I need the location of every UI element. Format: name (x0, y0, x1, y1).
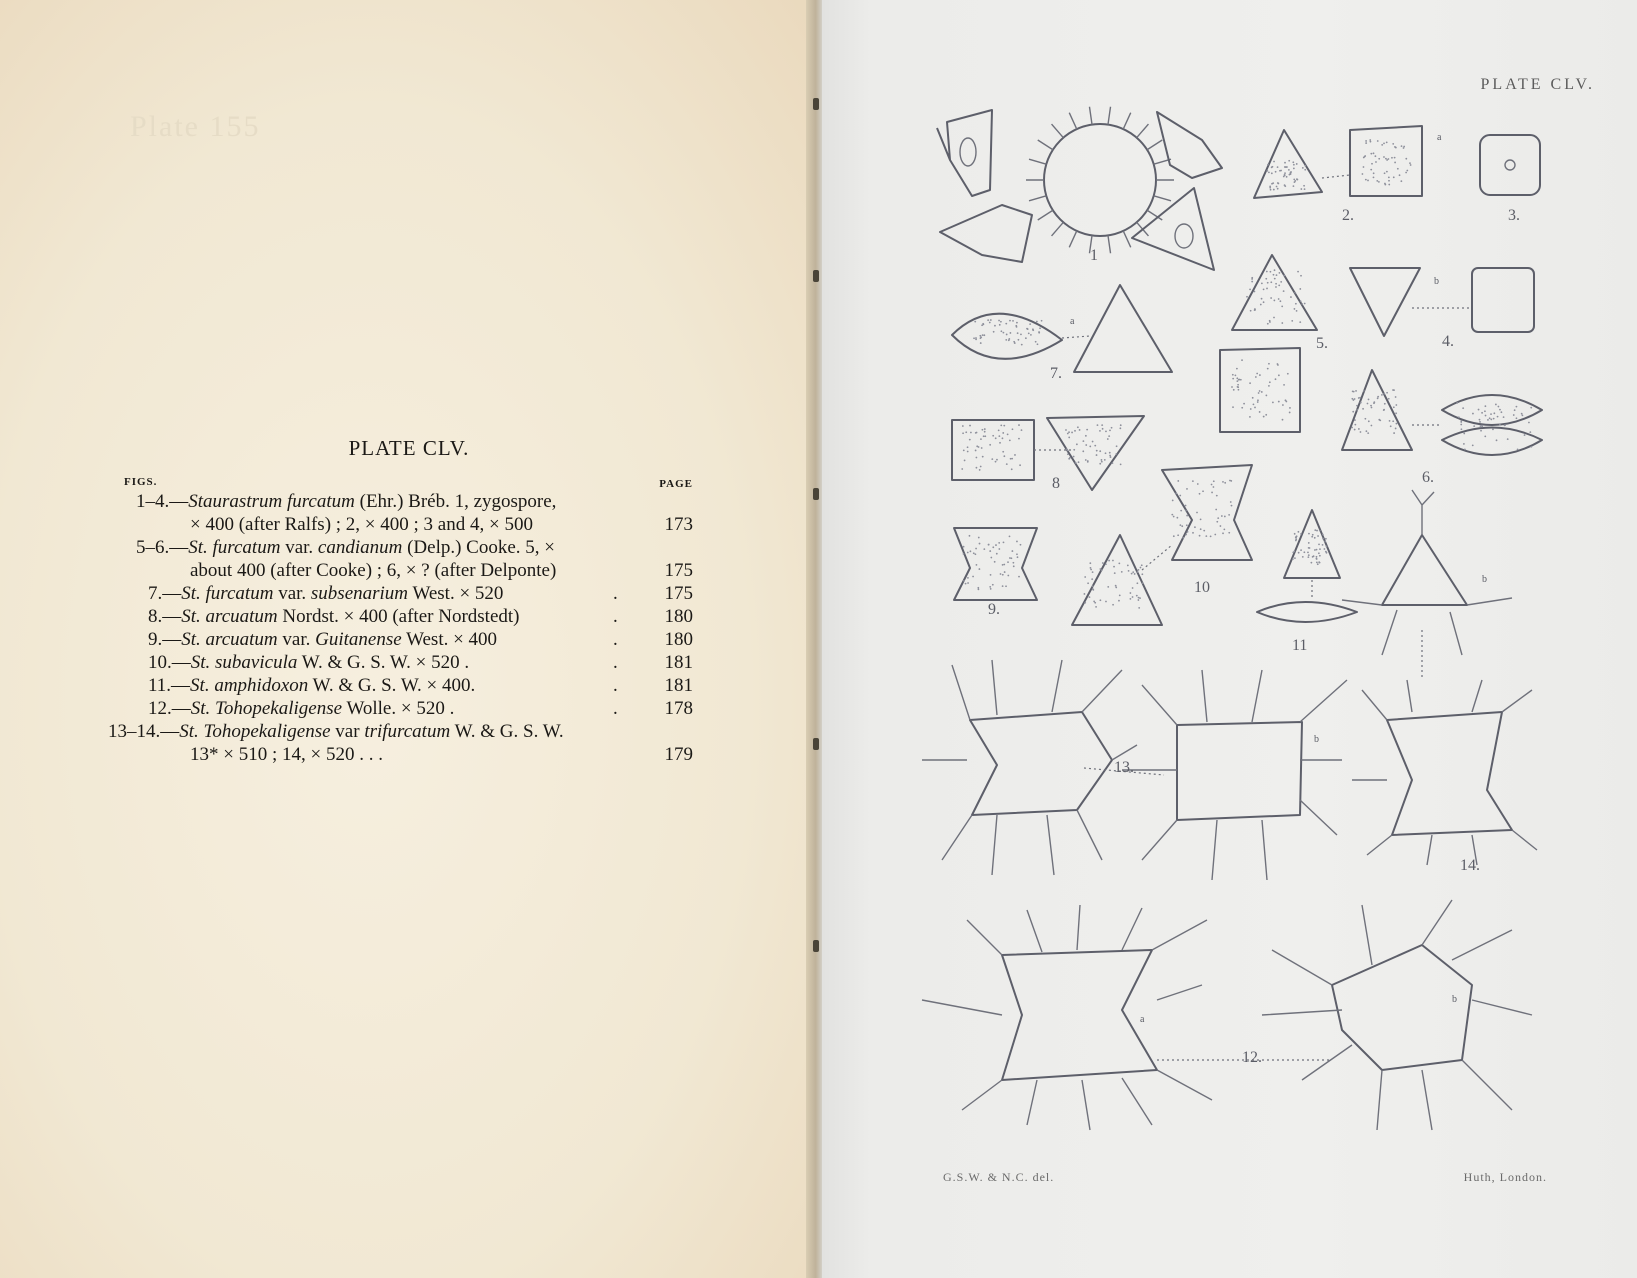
legend-segment: 10.— (148, 652, 191, 673)
taxon-name: St. arcuatum (181, 606, 278, 627)
figure-letter: a (1140, 1014, 1145, 1025)
stippling (961, 139, 1532, 609)
page-number: 179 (664, 744, 693, 765)
taxon-name: St. arcuatum (181, 629, 278, 650)
page-number: 181 (664, 675, 693, 696)
taxon-name: subsenarium (310, 583, 409, 604)
page-number: 178 (664, 698, 693, 719)
figure-letter: a (1437, 132, 1442, 143)
leader-dot: . (613, 583, 618, 604)
binding-stitch (813, 488, 819, 500)
show-through-text: Plate 155 (130, 110, 261, 143)
legend-entry (108, 536, 693, 582)
figure-number: 12. (1242, 1049, 1262, 1066)
binding-stitch (813, 738, 819, 750)
figure-number: 8 (1052, 475, 1060, 492)
figure-letter: b (1434, 276, 1439, 287)
legend-line (108, 674, 693, 697)
page-number: 181 (664, 652, 693, 673)
taxon-name: St. Tohopekaligense (190, 698, 343, 719)
figure-number: 10 (1194, 579, 1210, 596)
legend-entry (108, 628, 693, 651)
legend-text (148, 697, 454, 720)
taxon-name: St. subavicula (190, 652, 298, 673)
figure-number: 2. (1342, 207, 1354, 224)
legend-segment: 11.— (148, 675, 191, 696)
legend-text (148, 582, 503, 605)
figure-number: 7. (1050, 365, 1062, 382)
taxon-name: St. furcatum (181, 583, 274, 604)
right-page (822, 0, 1637, 1278)
figure-3-drawings (1480, 135, 1540, 224)
legend-segment: about 400 (after Cooke) ; 6, × ? (after Delponte) (190, 560, 557, 581)
page-number: 173 (664, 514, 693, 535)
taxon-name: St. amphidoxon (190, 675, 309, 696)
leader-dot: . (613, 652, 618, 673)
figure-4-drawings (1350, 268, 1534, 350)
page-number: 175 (664, 583, 693, 604)
legend-segment: West. × 520 (408, 583, 504, 604)
figure-number: 6. (1422, 469, 1434, 486)
legend-text (190, 559, 556, 582)
figure-10-drawings (1072, 465, 1252, 625)
figure-number: 5. (1316, 335, 1328, 352)
legend-line (108, 651, 693, 674)
legend-text (148, 605, 519, 628)
legend-line (108, 605, 693, 628)
taxon-name: St. furcatum (188, 537, 281, 558)
legend-line (108, 490, 693, 513)
figure-7-drawings (952, 285, 1172, 382)
binding-stitch (813, 940, 819, 952)
figure-number: 9. (988, 601, 1000, 618)
page-number: 180 (664, 629, 693, 650)
legend-segment: var. (277, 629, 316, 650)
figure-11-drawings (1257, 510, 1357, 654)
plate-title: PLATE CLV. (348, 436, 470, 460)
figure-9-drawings (954, 528, 1037, 618)
leader-dot: . (613, 698, 618, 719)
legend-segment: 13–14.— (108, 721, 180, 742)
figure-14-lower-drawing (1352, 680, 1537, 874)
figure-1-drawings (937, 107, 1222, 270)
figure-number: 13. (1114, 759, 1134, 776)
legend-segment: (Ehr.) Bréb. 1, zygospore, (354, 491, 557, 512)
legend-segment: W. & G. S. W. × 400. (308, 675, 476, 696)
figure-5-drawings (1220, 255, 1328, 432)
figure-letter: b (1482, 574, 1487, 585)
legend-line (108, 536, 693, 559)
legend-segment: Wolle. × 520 . (342, 698, 455, 719)
legend-line (108, 582, 693, 605)
legend-entry (108, 582, 693, 605)
plate-legend (108, 476, 693, 766)
legend-segment: West. × 400 (401, 629, 498, 650)
legend-segment: 1–4.— (136, 491, 189, 512)
legend-segment: 12.— (148, 698, 191, 719)
legend-text (190, 513, 533, 536)
legend-text (148, 651, 469, 674)
legend-text (190, 743, 383, 766)
legend-entry (108, 651, 693, 674)
figure-number: 11 (1292, 637, 1308, 654)
plate-heading: PLATE CLV. (1480, 76, 1595, 93)
taxon-name: candianum (317, 537, 403, 558)
printer-credit: Huth, London. (1463, 1170, 1547, 1184)
legend-header (108, 476, 693, 490)
page-heading: PAGE (659, 478, 693, 490)
figure-number: 1 (1090, 247, 1098, 264)
figure-number: 4. (1442, 333, 1454, 350)
legend-segment: W. & G. S. W. × 520 . (297, 652, 470, 673)
legend-entry (108, 490, 693, 536)
legend-segment: 7.— (148, 583, 182, 604)
taxon-name: Guitanense (315, 629, 402, 650)
legend-text (136, 490, 556, 513)
figs-heading: FIGS. (124, 476, 158, 488)
legend-segment: 8.— (148, 606, 182, 627)
leader-dot: . (613, 606, 618, 627)
leader-dot: . (613, 629, 618, 650)
legend-line (108, 720, 693, 743)
binding-stitch (813, 98, 819, 110)
plate-illustration (822, 0, 1637, 1278)
taxon-name: Staurastrum furcatum (188, 491, 355, 512)
figure-number: 3. (1508, 207, 1520, 224)
figure-letter: b (1314, 734, 1319, 745)
legend-segment: W. & G. S. W. (450, 721, 564, 742)
figure-14-upper-drawing (1342, 490, 1512, 680)
leader-dot: . (613, 675, 618, 696)
legend-segment: Nordst. × 400 (after Nordstedt) (277, 606, 520, 627)
legend-segment: 5–6.— (136, 537, 189, 558)
legend-text (148, 674, 475, 697)
figure-2-drawings (1254, 126, 1422, 224)
legend-entry (108, 697, 693, 720)
taxon-name: trifurcatum (364, 721, 451, 742)
legend-line (108, 628, 693, 651)
legend-line (108, 697, 693, 720)
legend-segment: 9.— (148, 629, 182, 650)
legend-line (108, 743, 693, 766)
legend-segment: var (330, 721, 365, 742)
binding-stitch (813, 270, 819, 282)
legend-line (108, 559, 693, 582)
figure-letter: a (1070, 316, 1075, 327)
legend-entry (108, 605, 693, 628)
left-page (0, 0, 818, 1278)
legend-line (108, 513, 693, 536)
legend-segment: × 400 (after Ralfs) ; 2, × 400 ; 3 and 4, × 500 (190, 514, 533, 535)
page-number: 180 (664, 606, 693, 627)
legend-segment: var. (273, 583, 311, 604)
figure-letter: b (1452, 994, 1457, 1005)
figure-12-drawings (922, 900, 1532, 1130)
figure-6-drawings (1342, 370, 1542, 486)
figure-13-drawings (922, 660, 1347, 880)
legend-entry (108, 674, 693, 697)
taxon-name: St. Tohopekaligense (179, 721, 331, 742)
legend-text (148, 628, 497, 651)
legend-text (108, 720, 564, 743)
figure-number: 14. (1460, 857, 1480, 874)
legend-entry (108, 720, 693, 766)
legend-segment: var. (280, 537, 318, 558)
legend-segment: (Delp.) Cooke. 5, × (402, 537, 556, 558)
figure-8-drawings (952, 416, 1144, 492)
page-number: 175 (664, 560, 693, 581)
artist-credit: G.S.W. & N.C. del. (943, 1170, 1055, 1184)
legend-text (136, 536, 555, 559)
legend-segment: 13* × 510 ; 14, × 520 . . . (190, 744, 383, 765)
